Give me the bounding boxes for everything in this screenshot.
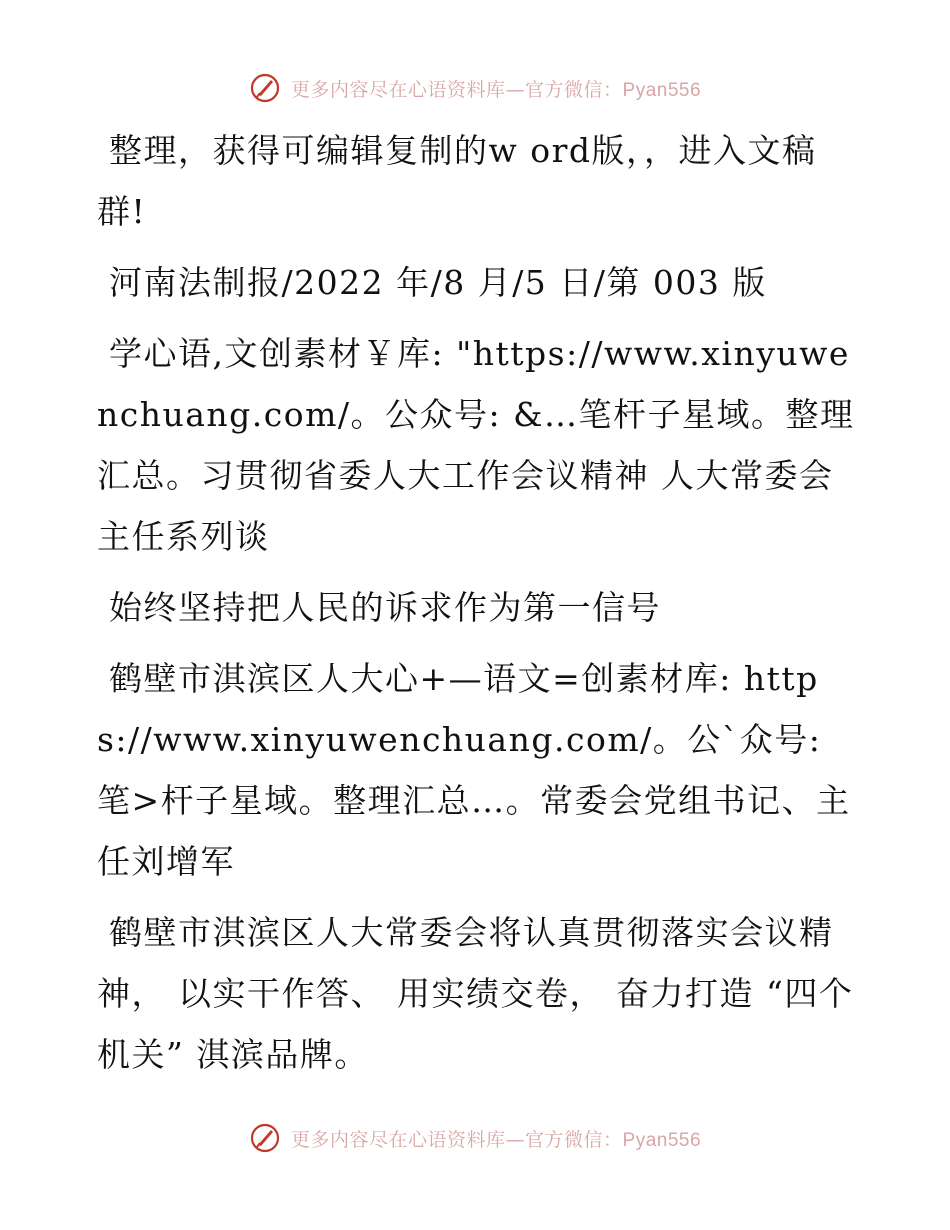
- footer-watermark: [0, 1122, 950, 1154]
- paragraph-intro: 整理，获得可编辑复制的w ord版，，进入文稿群!: [97, 131, 817, 231]
- feather-pen-logo-icon: [249, 1122, 281, 1154]
- document-body: [97, 120, 857, 1095]
- paragraph-series: 学心语,文创素材￥库: "https://www.xinyuwenchuang.com/。公众号: &…笔杆子星域。整理汇总。习贯彻省委人大工作会议精神 人大常委会主任系列谈: [97, 334, 855, 556]
- feather-pen-logo-icon: [249, 72, 281, 104]
- watermark-text: 更多内容尽在心语资料库—官方微信：Pyan556: [291, 1128, 702, 1151]
- paragraph-conclusion: 鹤壁市淇滨区人大常委会将认真贯彻落实会议精神， 以实干作答、 用实绩交卷， 奋力打造 “四个机关” 淇滨品牌。: [97, 913, 854, 1074]
- paragraph-title: 始终坚持把人民的诉求作为第一信号: [109, 588, 661, 627]
- paragraph-author: 鹤壁市淇滨区人大心+—语文=创素材库: https://www.xinyuwenchuang.com/。公`众号: 笔>杆子星域。整理汇总…。常委会党组书记、主任刘增军: [97, 659, 851, 881]
- watermark-text: 更多内容尽在心语资料库—官方微信：Pyan556: [291, 78, 702, 101]
- header-watermark: [0, 72, 950, 104]
- paragraph-source: 河南法制报/2022 年/8 月/5 日/第 003 版: [109, 263, 767, 302]
